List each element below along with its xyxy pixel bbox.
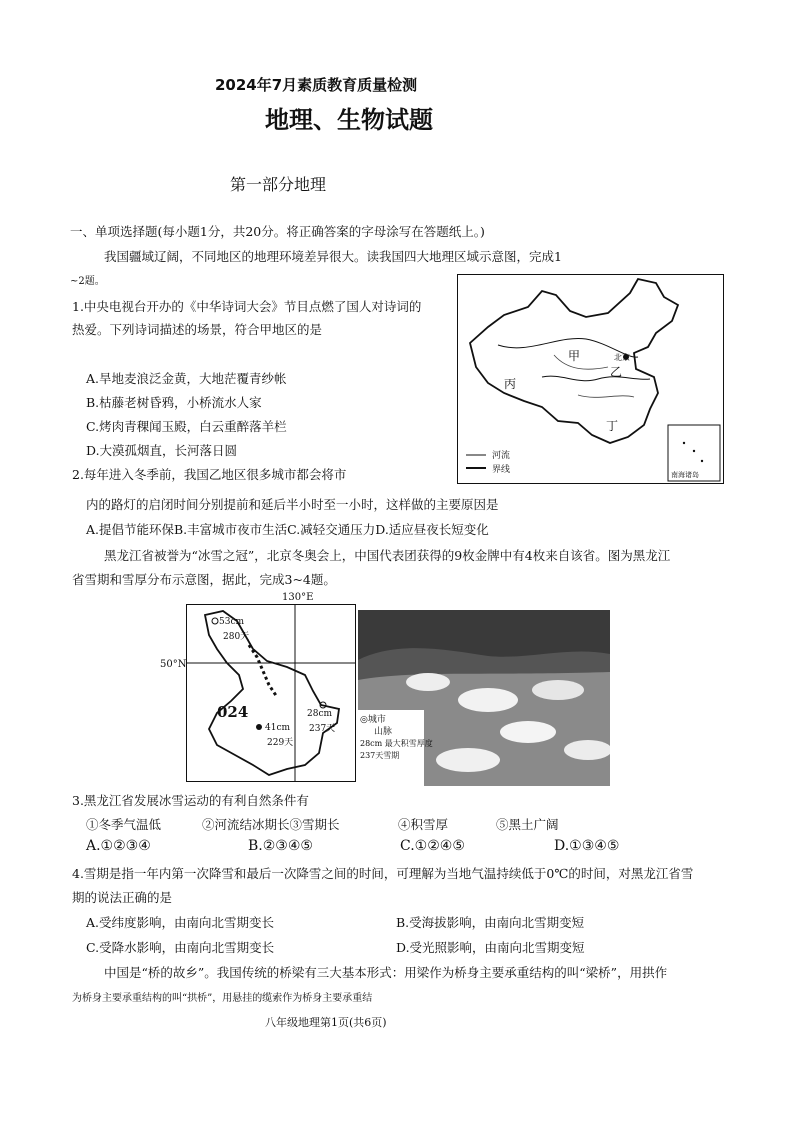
latitude-label: 50°N xyxy=(160,659,187,670)
q3-item-5: ⑤黑土广阔 xyxy=(496,817,559,832)
region-label-jia: 甲 xyxy=(568,349,581,363)
photo-legend-days: 237天雪期 xyxy=(360,751,400,760)
region-label-bing: 丙 xyxy=(504,377,517,391)
heilongjiang-snow-map xyxy=(186,604,356,782)
q3-item-1: ①冬季气温低 xyxy=(86,817,162,832)
city-label-beijing: 北京 xyxy=(614,353,630,362)
passage3-line-2: 为桥身主要承重结构的叫“拱桥”，用悬挂的缆索作为桥身主要承重结 xyxy=(72,993,373,1004)
legend-river: 河流 xyxy=(492,451,511,461)
q3-option-d: D.①③④⑤ xyxy=(554,838,620,854)
intro-line-2: ~2题。 xyxy=(70,276,105,287)
q1-stem-2: 热爱。下列诗词描述的场景，符合甲地区的是 xyxy=(72,322,323,337)
station-days-1: 280天 xyxy=(223,632,250,642)
region-label-ding: 丁 xyxy=(606,419,619,433)
q4-stem-2: 期的说法正确的是 xyxy=(72,890,173,905)
q3-stem: 3.黑龙江省发展冰雪运动的有利自然条件有 xyxy=(72,793,309,808)
station-depth-3: 41cm xyxy=(265,723,291,733)
q2-stem-2: 内的路灯的启闭时间分别提前和延后半小时至一小时，这样做的主要原因是 xyxy=(86,497,499,512)
q3-option-b: B.②③④⑤ xyxy=(248,838,313,854)
q1-option-a: A.旱地麦浪泛金黄，大地茫覆青纱帐 xyxy=(86,371,287,386)
q4-stem-1: 4.雪期是指一年内第一次降雪和最后一次降雪之间的时间，可理解为当地气温持续低于0℃的时间，对黑龙江省雪 xyxy=(72,866,694,881)
section-title: 一、单项选择题(每小题1分，共20分。将正确答案的字母涂写在答题纸上。) xyxy=(70,224,485,239)
inset-label: 南海诸岛 xyxy=(671,471,699,479)
q3-option-c: C.①②④⑤ xyxy=(400,838,465,854)
photo-legend-city: ◎城市 xyxy=(360,715,386,725)
q4-option-b: B.受海拔影响，由南向北雪期变短 xyxy=(396,915,585,930)
q2-stem-1: 2.每年进入冬季前，我国乙地区很多城市都会将市 xyxy=(72,467,347,482)
page-footer: 八年级地理第1页(共6页) xyxy=(265,1016,387,1029)
q4-option-d: D.受光照影响，由南向北雪期变短 xyxy=(396,940,585,955)
part-title: 第一部分地理 xyxy=(230,175,327,194)
q4-option-a: A.受纬度影响，由南向北雪期变长 xyxy=(86,915,275,930)
region-label-yi: 乙 xyxy=(610,365,623,379)
passage2-line-1: 黑龙江省被誉为“冰雪之冠”，北京冬奥会上，中国代表团获得的9枚金牌中有4枚来自该省。图为黑龙江 xyxy=(104,548,671,563)
q3-option-a: A.①②③④ xyxy=(86,838,151,854)
exam-title: 2024年7月素质教育质量检测 xyxy=(215,76,418,94)
intro-line-1: 我国疆域辽阔，不同地区的地理环境差异很大。读我国四大地理区域示意图，完成1 xyxy=(104,249,562,264)
q4-option-c: C.受降水影响，由南向北雪期变长 xyxy=(86,940,275,955)
q1-stem-1: 1.中央电视台开办的《中华诗词大会》节目点燃了国人对诗词的 xyxy=(72,299,422,314)
photo-legend-depth: 28cm 最大积雪厚度 xyxy=(360,739,433,748)
snow-field-photo xyxy=(358,610,610,786)
china-regions-map xyxy=(457,274,724,484)
passage2-line-2: 省雪期和雪厚分布示意图，据此，完成3~4题。 xyxy=(72,572,336,587)
q1-option-d: D.大漠孤烟直，长河落日圆 xyxy=(86,443,238,458)
subject-title: 地理、生物试题 xyxy=(265,106,433,134)
station-depth-1: 53cm xyxy=(219,617,245,627)
station-days-3: 229天 xyxy=(267,738,294,748)
heilongjiang-map-figure xyxy=(187,605,355,781)
q3-item-2: ②河流结冰期长③雪期长 xyxy=(202,817,340,832)
q2-options: A.提倡节能环保B.丰富城市夜市生活C.减轻交通压力D.适应昼夜长短变化 xyxy=(86,522,489,537)
photo-legend-mountain: 山脉 xyxy=(374,727,393,737)
legend-border: 界线 xyxy=(492,465,511,475)
map-stamp: 024 xyxy=(217,703,249,721)
q1-option-b: B.枯藤老树昏鸦，小桥流水人家 xyxy=(86,395,262,410)
passage3-line-1: 中国是“桥的故乡”。我国传统的桥梁有三大基本形式：用梁作为桥身主要承重结构的叫“梁桥”，用拱作 xyxy=(104,965,668,980)
q1-option-c: C.烤肉青稞闻玉殿，白云重醉落羊栏 xyxy=(86,419,287,434)
q3-item-4: ④积雪厚 xyxy=(398,817,449,832)
station-days-2: 237天 xyxy=(309,724,336,734)
longitude-label: 130°E xyxy=(282,592,314,603)
station-depth-2: 28cm xyxy=(307,709,333,719)
